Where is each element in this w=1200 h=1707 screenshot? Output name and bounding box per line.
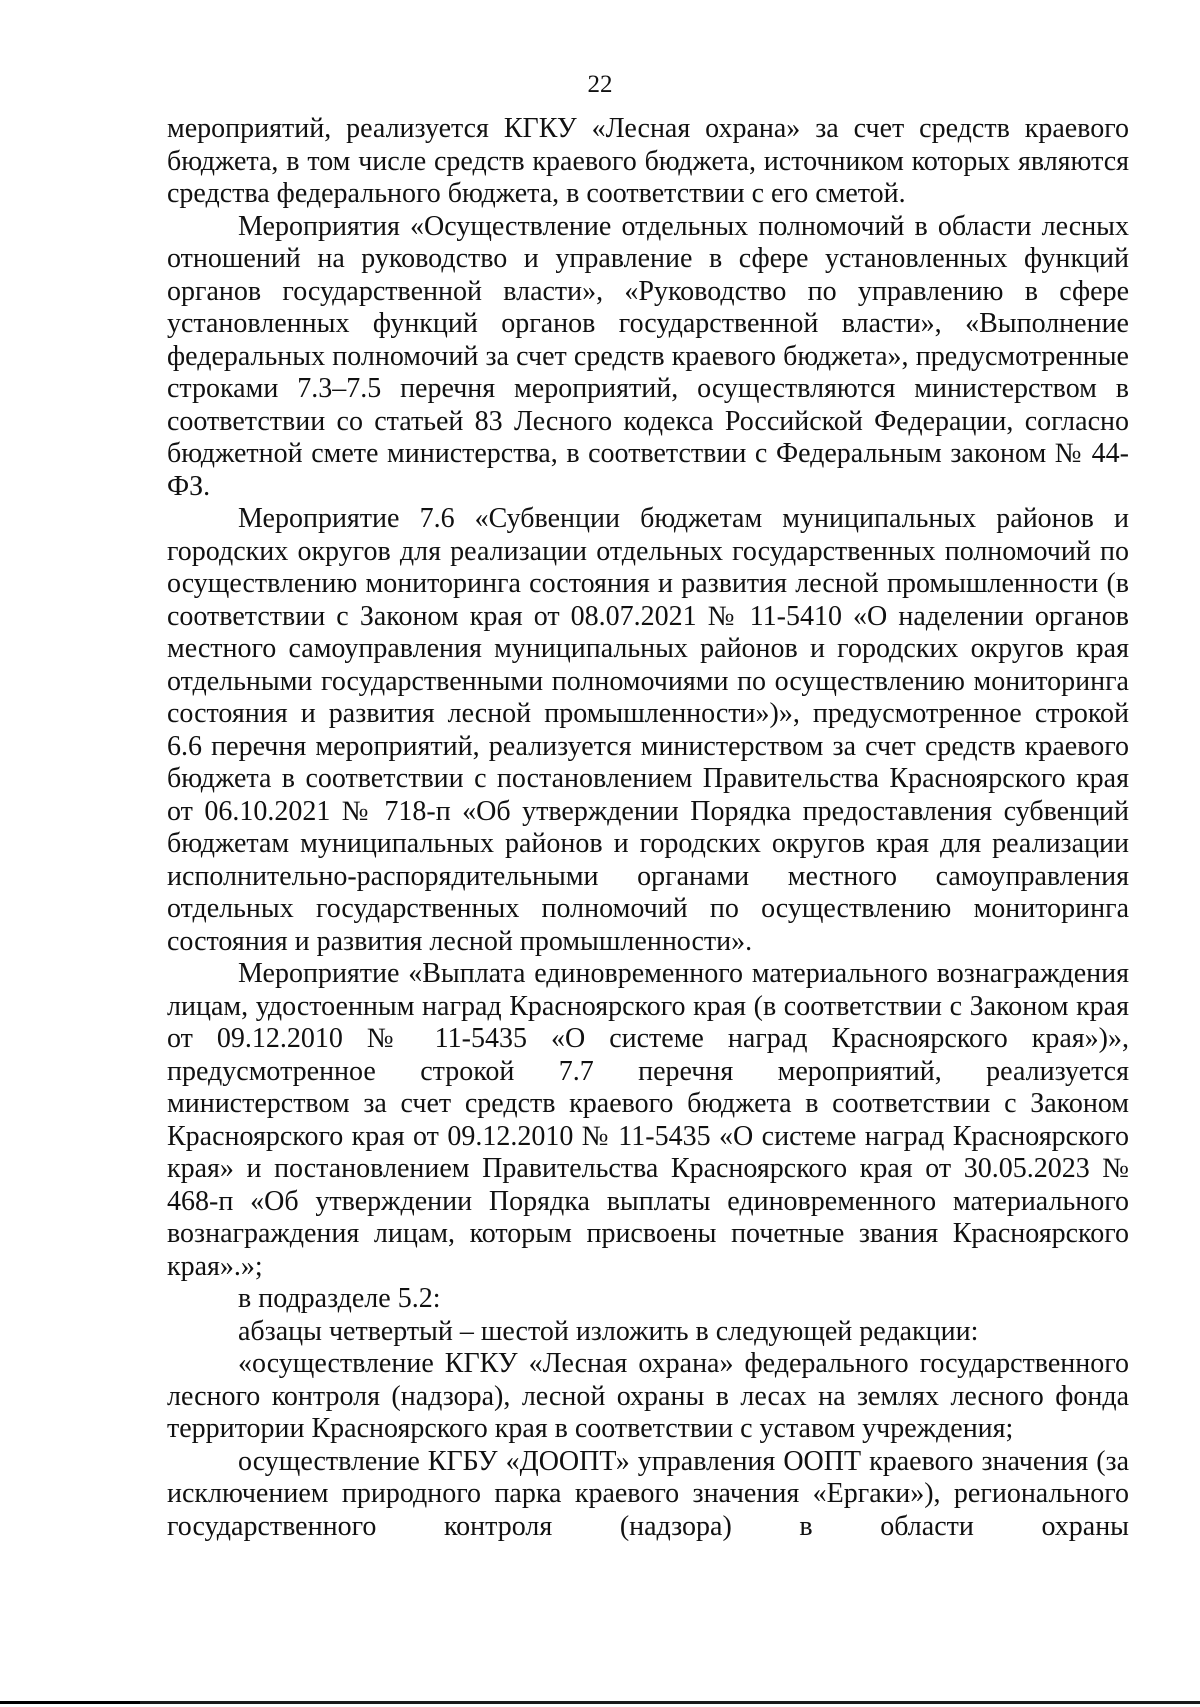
paragraph-6: абзацы четвертый – шестой изложить в следующей редакции: [238,1315,979,1347]
paragraph-1: мероприятий, реализуется КГКУ «Лесная охрана» за счет средств краевого бюджета, в том числе средств краевого бюджета, источником которых являются средства федерального бюджета, в соответствии с его сметой. [167,113,1129,209]
paragraph-4: Мероприятие «Выплата единовременного материального вознаграждения лицам, удостоенным наград Красноярского края (в соответствии с Законом края от 09.12.2010 № 11-5435 «О системе наград Красноярского края»)», предусмотренное строкой 7.7 перечня мероприятий, реализуется министерством за счет средств краевого бюджета в соответствии с Законом Красноярского края от 09.12.2010 № 11-5435 «О системе наград Красноярского края» и постановлением Правительства Красноярского края от 30.05.2023 № 468-п «Об утверждении Порядка выплаты единовременного материального вознаграждения лицам, которым присвоены почетные звания Красноярского края».»; [167,958,1129,1282]
page-number: 22 [587,71,613,98]
paragraph-7: «осуществление КГКУ «Лесная охрана» федерального государственного лесного контроля (надзора), лесной охраны в лесах на землях лесного фонда территории Красноярского края в соответствии с уставом учреждения; [167,1348,1129,1444]
document-body [167,113,1129,1543]
paragraph-8: осуществление КГБУ «ДООПТ» управления ООПТ краевого значения (за исключением природного парка краевого значения «Ергаки»), регионального государственного контроля (надзора) в области охраны [167,1445,1129,1542]
paragraph-5: в подразделе 5.2: [238,1283,441,1314]
paragraph-2: Мероприятия «Осуществление отдельных полномочий в области лесных отношений на руководство и управление в сфере установленных функций органов государственной власти», «Руководство по управлению в сфере установленных функций органов государственной власти», «Выполнение федеральных полномочий за счет средств краевого бюджета», предусмотренные строками 7.3–7.5 перечня мероприятий, осуществляются министерством в соответствии со статьей 83 Лесного кодекса Российской Федерации, согласно бюджетной смете министерства, в соответствии с Федеральным законом № 44-ФЗ. [167,210,1129,502]
scan-bottom-edge [0,1701,1200,1704]
paragraph-3: Мероприятие 7.6 «Субвенции бюджетам муниципальных районов и городских округов для реализации отдельных государственных полномочий по осуществлению мониторинга состояния и развития лесной промышленности (в соответствии с Законом края от 08.07.2021 № 11-5410 «О наделении органов местного самоуправления муниципальных районов и городских округов края отдельными государственными полномочиями по осуществлению мониторинга состояния и развития лесной промышленности»)», предусмотренное строкой 6.6 перечня мероприятий, реализуется министерством за счет средств краевого бюджета в соответствии с постановлением Правительства Красноярского края от 06.10.2021 № 718-п «Об утверждении Порядка предоставления субвенций бюджетам муниципальных районов и городских округов края для реализации исполнительно-распорядительными органами местного самоуправления отдельных государственных полномочий по осуществлению мониторинга состояния и развития лесной промышленности». [167,503,1129,957]
scan-bottom-edge-mark [0,1701,140,1704]
